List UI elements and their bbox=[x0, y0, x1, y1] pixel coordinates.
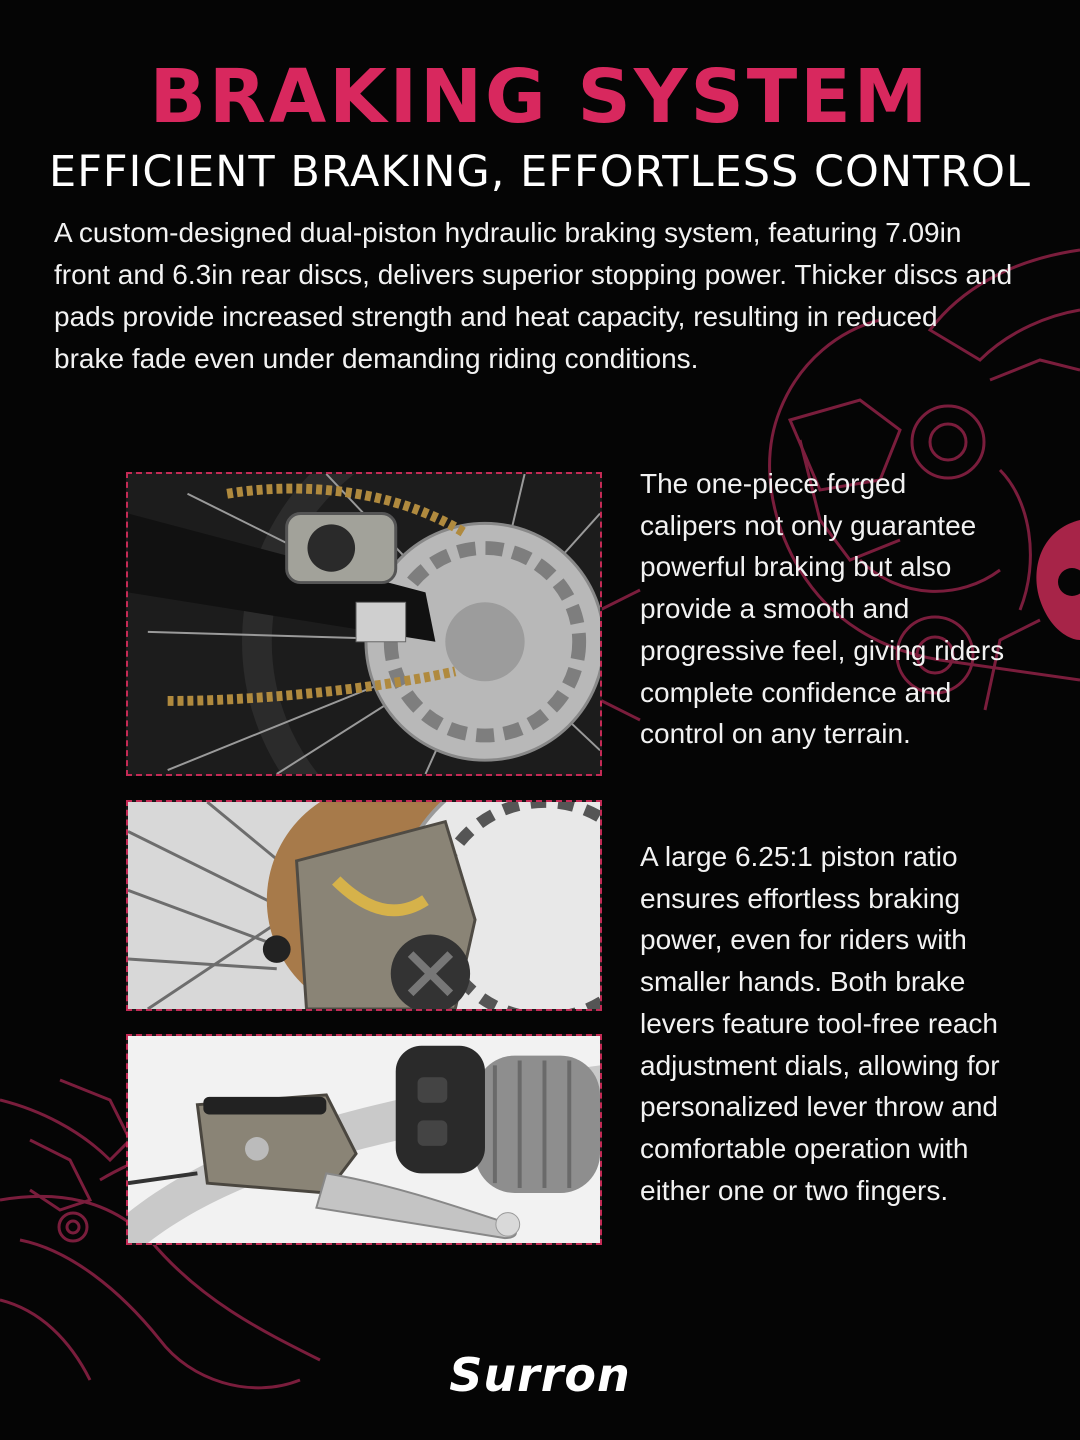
piston-ratio-description: A large 6.25:1 piston ratio ensures effortless braking power, even for riders with smaller hands. Both brake levers feature tool-free reach adjustment dials, allowing for personalized lever throw and comfortable operation with either one or two fingers. bbox=[640, 841, 1000, 1206]
calipers-description: The one-piece forged calipers not only guarantee powerful braking but also provide a smooth and progressive feel, giving riders complete confidence and control on any terrain. bbox=[640, 468, 1005, 750]
rear-brake-illustration bbox=[128, 474, 600, 774]
caliper-closeup-photo bbox=[126, 800, 602, 1011]
intro-paragraph: A custom-designed dual-piston hydraulic braking system, featuring 7.09in front and 6.3in rear discs, delivers superior stopping power. Thicker discs and pads provide increased strength and heat capacity, resulting in reduced brake fade even under demanding riding conditions. bbox=[54, 217, 1013, 374]
lever-illustration bbox=[128, 1036, 600, 1243]
brake-lever-photo bbox=[126, 1034, 602, 1245]
brand-logo: Surron bbox=[449, 1348, 631, 1402]
rear-brake-photo bbox=[126, 472, 602, 776]
page-title: BRAKING SYSTEM bbox=[149, 54, 931, 140]
caliper-illustration bbox=[128, 802, 600, 1009]
page-subtitle: EFFICIENT BRAKING, EFFORTLESS CONTROL bbox=[49, 147, 1031, 197]
